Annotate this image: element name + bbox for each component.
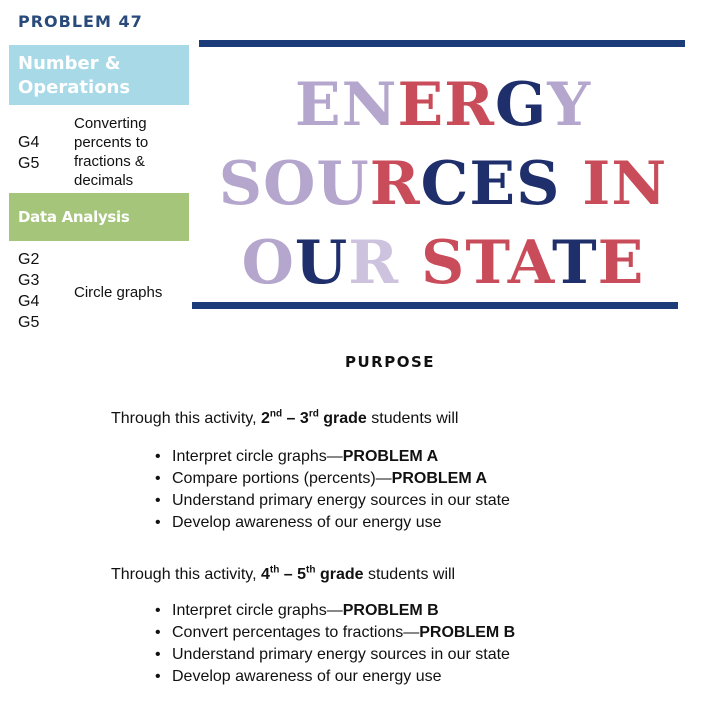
- grade-label: G3: [18, 272, 40, 289]
- grade-label: G2: [18, 251, 40, 268]
- topic-line: Converting: [74, 115, 147, 132]
- grade-list-data-analysis: [18, 249, 39, 333]
- intro-text: students will: [363, 566, 456, 583]
- list-item: [152, 446, 510, 468]
- problem-number: PROBLEM 47: [18, 12, 143, 31]
- list-item-text: Interpret circle graphs—: [172, 602, 343, 619]
- title-line-1: ENERGY: [294, 70, 592, 140]
- topic-line: Circle graphs: [74, 284, 163, 301]
- topic-line: decimals: [74, 172, 134, 189]
- grade-number: 2: [260, 410, 270, 427]
- grade-dash: –: [282, 410, 300, 427]
- list-item: [152, 666, 515, 688]
- page-title: [192, 66, 694, 303]
- list-item: [152, 600, 515, 622]
- list-item-text: Understand primary energy sources in our state: [172, 646, 510, 663]
- list-item: [152, 644, 515, 666]
- problem-reference: PROBLEM A: [391, 470, 488, 487]
- purpose-list-grades-2-3: [152, 446, 510, 534]
- list-item-text: Develop awareness of our energy use: [172, 514, 442, 531]
- grade-number: 4: [260, 566, 270, 583]
- topic-line: fractions &: [74, 153, 145, 170]
- title-top-rule: [199, 40, 685, 47]
- intro-text: students will: [366, 410, 459, 427]
- standard-heading-line: Number &: [18, 53, 121, 74]
- topic-circle-graphs: [74, 283, 162, 302]
- list-item-text: Develop awareness of our energy use: [172, 668, 442, 685]
- list-item-text: Understand primary energy sources in our state: [172, 492, 510, 509]
- problem-reference: PROBLEM A: [342, 448, 439, 465]
- purpose-intro-grades-2-3: [111, 409, 458, 429]
- list-item-text: Convert percentages to fractions—: [172, 624, 420, 641]
- standard-heading-line: Data Analysis: [18, 208, 130, 226]
- list-item-text: Compare portions (percents)—: [172, 470, 392, 487]
- grade-list-number-operations: [18, 132, 39, 174]
- problem-reference: PROBLEM B: [342, 602, 439, 619]
- standard-band-number-operations: [9, 45, 189, 105]
- intro-grade-range: [261, 566, 364, 583]
- grade-word: grade: [318, 410, 367, 427]
- list-item-text: Interpret circle graphs—: [172, 448, 343, 465]
- list-item: [152, 468, 510, 490]
- standard-heading-line: Operations: [18, 77, 131, 98]
- topic-converting-percents: [74, 114, 148, 190]
- intro-text: Through this activity,: [111, 410, 261, 427]
- purpose-list-grades-4-5: [152, 600, 515, 688]
- title-line-3: OUR STATE: [241, 228, 645, 298]
- purpose-heading: PURPOSE: [344, 353, 436, 371]
- purpose-intro-grades-4-5: [111, 565, 455, 585]
- intro-text: Through this activity,: [111, 566, 261, 583]
- topic-line: percents to: [74, 134, 149, 151]
- intro-grade-range: [261, 410, 367, 427]
- grade-label: G5: [18, 155, 40, 172]
- grade-label: G4: [18, 134, 40, 151]
- grade-suffix: th: [269, 564, 280, 576]
- grade-number: 3: [299, 410, 309, 427]
- problem-reference: PROBLEM B: [419, 624, 516, 641]
- title-line-2: SOURCES IN: [218, 149, 668, 219]
- grade-dash: –: [279, 566, 298, 583]
- list-item: [152, 490, 510, 512]
- standard-band-data-analysis: [9, 193, 189, 241]
- grade-word: grade: [315, 566, 364, 583]
- grade-suffix: nd: [269, 408, 283, 420]
- grade-number: 5: [297, 566, 307, 583]
- title-bottom-rule: [192, 302, 678, 309]
- list-item: [152, 512, 510, 534]
- list-item: [152, 622, 515, 644]
- grade-suffix: th: [306, 564, 316, 576]
- grade-suffix: rd: [308, 408, 319, 420]
- grade-label: G5: [18, 314, 40, 331]
- grade-label: G4: [18, 293, 40, 310]
